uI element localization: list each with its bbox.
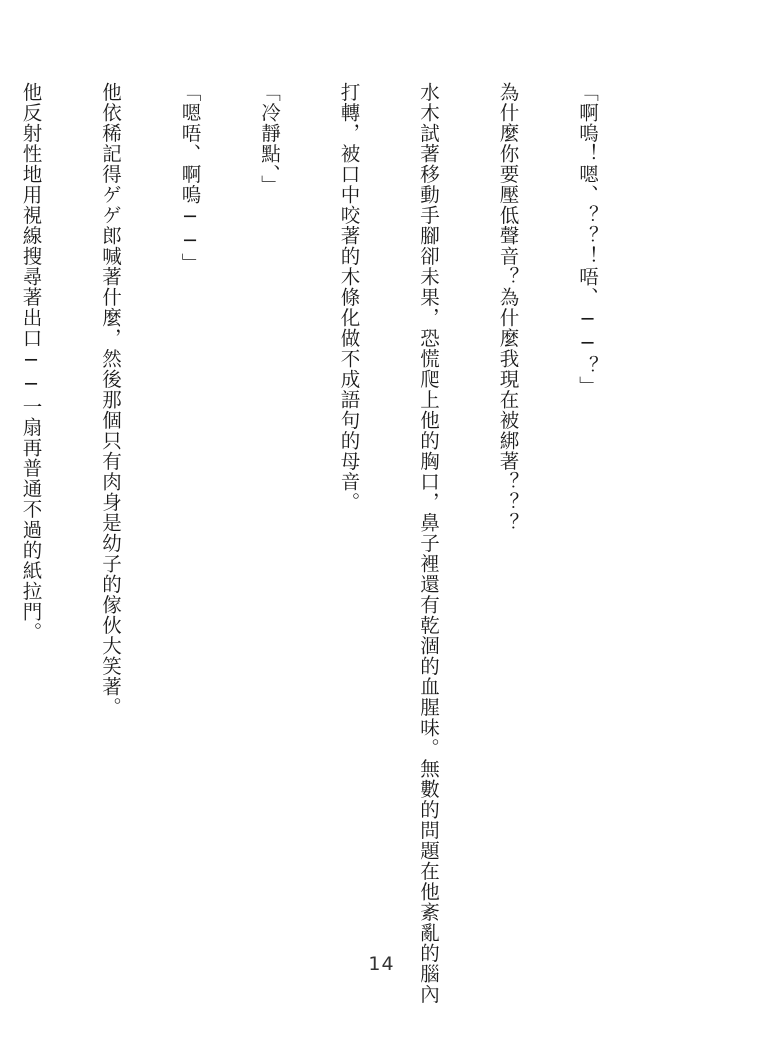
- text-line: 「嗯唔、啊嗚──」: [178, 82, 202, 274]
- text-line: 「冷靜點、」: [258, 82, 281, 196]
- page-number: 14: [368, 953, 395, 975]
- text-line: 他依稀記得ゲゲ郎喊著什麼，然後那個只有肉身是幼子的傢伙大笑著。: [99, 82, 122, 718]
- text-line: 打轉，被口中咬著的木條化做不成語句的母音。: [337, 82, 361, 513]
- text-line: 水木試著移動手腳卻未果，恐慌爬上他的胸口，鼻子裡還有乾涸的血腥味。無數的問題在他紊亂的腦內: [417, 82, 440, 1005]
- text-line: 「啊嗚！嗯、？？！唔、──？」: [576, 82, 599, 397]
- text-line: 為什麼你要壓低聲音？為什麼我現在被綁著？？？: [496, 82, 520, 533]
- text-line: 他反射性地用視線搜尋著出口──一扇再普通不過的紙拉門。: [19, 82, 43, 643]
